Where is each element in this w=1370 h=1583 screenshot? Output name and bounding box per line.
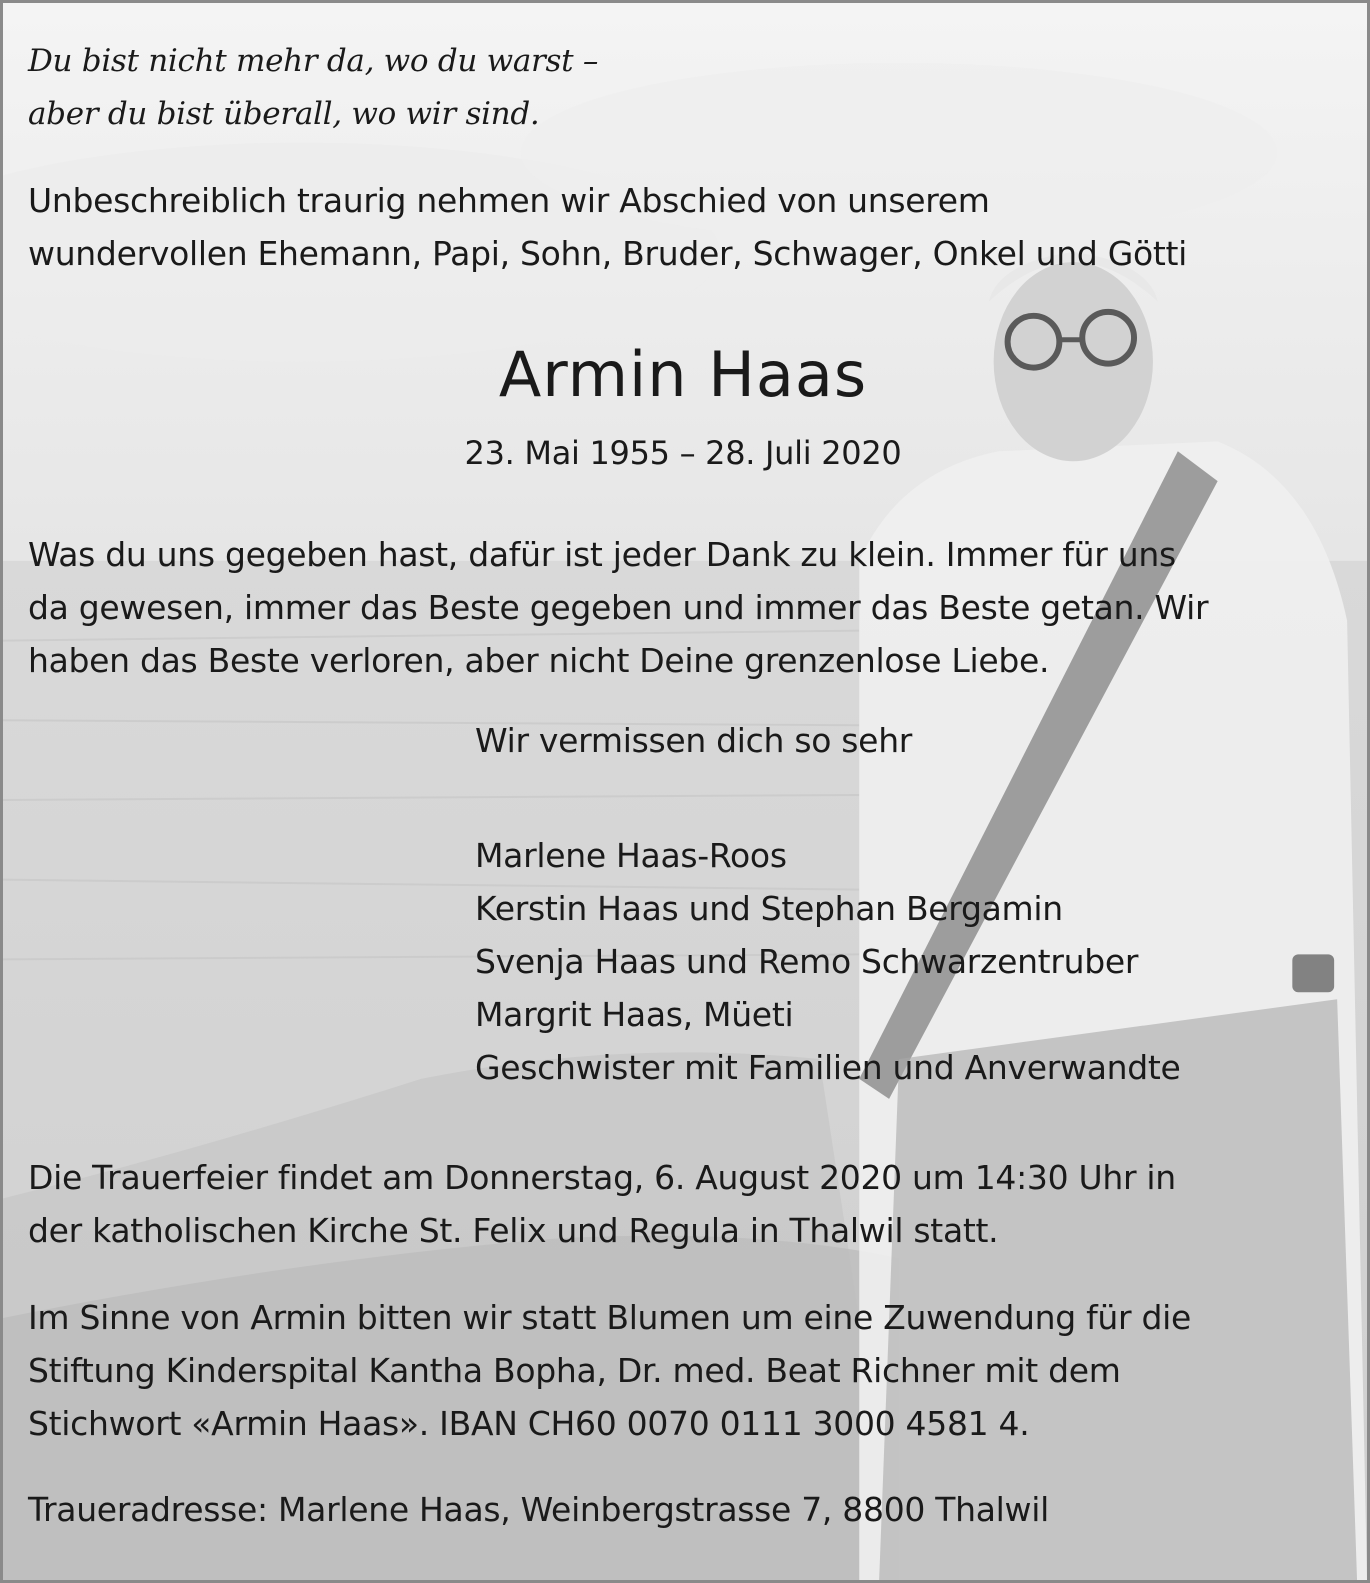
mourner-name: Margrit Haas, Müeti [475, 995, 794, 1034]
intro-line-1: Unbeschreiblich traurig nehmen wir Abschied von unserem [28, 181, 990, 220]
intro-line-2: wundervollen Ehemann, Papi, Sohn, Bruder, Schwager, Onkel und Götti [28, 234, 1188, 273]
deceased-name: Armin Haas [498, 338, 868, 411]
donation-line-3: Stichwort «Armin Haas». IBAN CH60 0070 0111 3000 4581 4. [28, 1404, 1030, 1443]
tribute-line-3: haben das Beste verloren, aber nicht Deine grenzenlose Liebe. [28, 641, 1050, 680]
mourner-name: Kerstin Haas und Stephan Bergamin [475, 889, 1063, 928]
mourner-name: Geschwister mit Familien und Anverwandte [475, 1048, 1181, 1087]
service-line-1: Die Trauerfeier findet am Donnerstag, 6. August 2020 um 14:30 Uhr in [28, 1158, 1176, 1197]
motto-line-1: Du bist nicht mehr da, wo du warst – [28, 43, 599, 79]
motto-line-2: aber du bist überall, wo wir sind. [28, 96, 540, 132]
mourning-address: Traueradresse: Marlene Haas, Weinbergstrasse 7, 8800 Thalwil [28, 1490, 1049, 1529]
mourner-name: Marlene Haas-Roos [475, 836, 787, 875]
tribute-line-1: Was du uns gegeben hast, dafür ist jeder Dank zu klein. Immer für uns [28, 535, 1176, 574]
mourners-list [475, 829, 1181, 1094]
tribute-line-2: da gewesen, immer das Beste gegeben und immer das Beste getan. Wir [28, 588, 1209, 627]
donation-line-2: Stiftung Kinderspital Kantha Bopha, Dr. med. Beat Richner mit dem [28, 1351, 1121, 1390]
service-line-2: der katholischen Kirche St. Felix und Regula in Thalwil statt. [28, 1211, 999, 1250]
donation-line-1: Im Sinne von Armin bitten wir statt Blumen um eine Zuwendung für die [28, 1298, 1192, 1337]
farewell-line: Wir vermissen dich so sehr [475, 721, 913, 760]
mourner-name: Svenja Haas und Remo Schwarzentruber [475, 942, 1139, 981]
life-dates: 23. Mai 1955 – 28. Juli 2020 [464, 434, 902, 472]
